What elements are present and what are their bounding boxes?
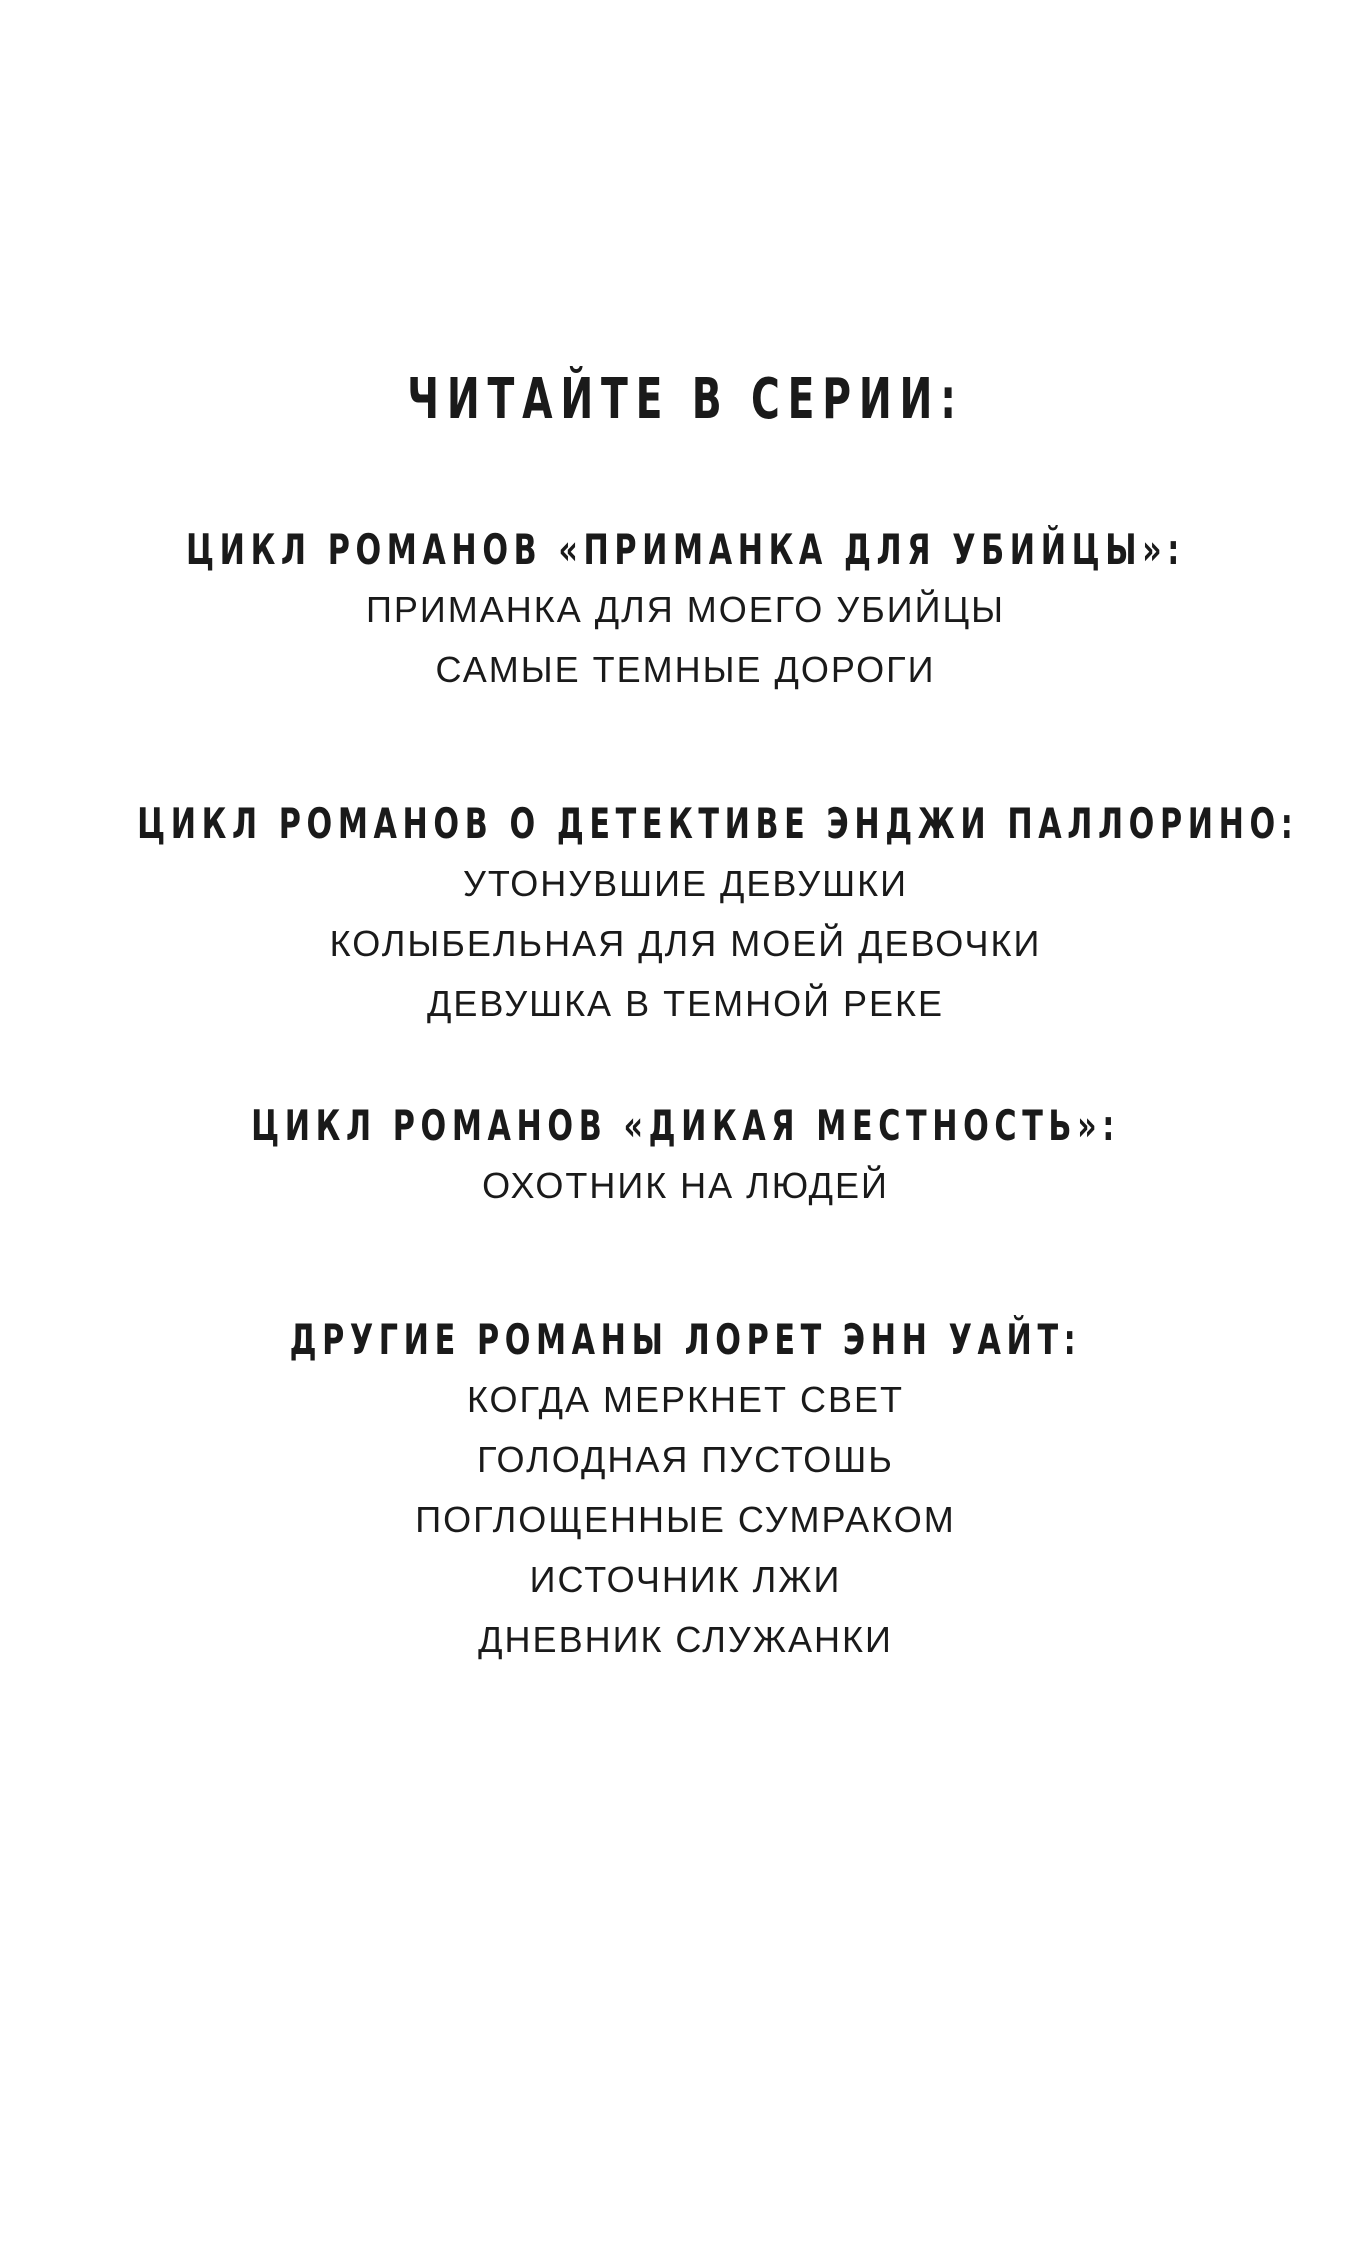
page-title: ЧИТАЙТЕ В СЕРИИ: xyxy=(407,367,964,432)
book-title: КОЛЫБЕЛЬНАЯ ДЛЯ МОЕЙ ДЕВОЧКИ xyxy=(329,923,1042,964)
book-title: КОГДА МЕРКНЕТ СВЕТ xyxy=(466,1379,905,1420)
series-heading: ЦИКЛ РОМАНОВ «ДИКАЯ МЕСТНОСТЬ»: xyxy=(251,1101,1120,1150)
book-title: ПОГЛОЩЕННЫЕ СУМРАКОМ xyxy=(415,1499,956,1540)
book-title: ИСТОЧНИК ЛЖИ xyxy=(529,1559,842,1600)
book-list xyxy=(0,854,1371,1034)
book-title: ГОЛОДНАЯ ПУСТОШЬ xyxy=(477,1439,894,1480)
book-title: САМЫЕ ТЕМНЫЕ ДОРОГИ xyxy=(435,649,936,690)
series-section-pallorino xyxy=(0,794,1371,1034)
series-heading: ЦИКЛ РОМАНОВ «ПРИМАНКА ДЛЯ УБИЙЦЫ»: xyxy=(186,525,1185,574)
book-title: ДЕВУШКА В ТЕМНОЙ РЕКЕ xyxy=(427,983,944,1024)
series-section-other-novels xyxy=(0,1310,1371,1670)
book-title: ДНЕВНИК СЛУЖАНКИ xyxy=(478,1619,893,1660)
book-list xyxy=(0,1156,1371,1216)
book-list xyxy=(0,1370,1371,1670)
series-heading: ДРУГИЕ РОМАНЫ ЛОРЕТ ЭНН УАЙТ: xyxy=(289,1315,1082,1364)
book-title: ОХОТНИК НА ЛЮДЕЙ xyxy=(482,1165,889,1206)
series-section-wilderness xyxy=(0,1096,1371,1216)
book-title: УТОНУВШИЕ ДЕВУШКИ xyxy=(463,863,908,904)
book-list xyxy=(0,580,1371,700)
book-title: ПРИМАНКА ДЛЯ МОЕГО УБИЙЦЫ xyxy=(366,589,1005,630)
series-section-bait xyxy=(0,520,1371,700)
series-heading: ЦИКЛ РОМАНОВ О ДЕТЕКТИВЕ ЭНДЖИ ПАЛЛОРИНО: xyxy=(137,799,1299,848)
